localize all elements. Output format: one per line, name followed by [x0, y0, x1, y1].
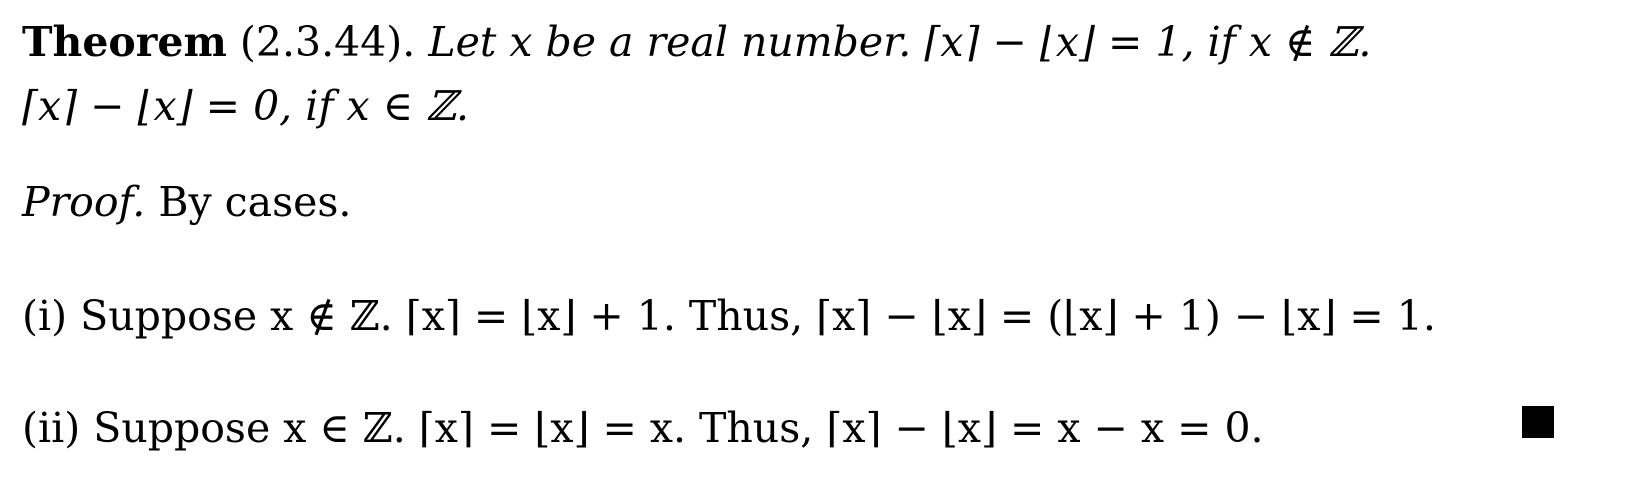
- case-label-i: (i): [22, 292, 68, 340]
- theorem-line-1: [22, 18, 1371, 66]
- qed-square-icon: [1522, 406, 1554, 438]
- theorem-label: Theorem: [22, 18, 227, 66]
- case-label-ii: (ii): [22, 404, 81, 452]
- theorem-statement-line-2: ⌈x⌉ − ⌊x⌋ = 0, if x ∈ ℤ.: [22, 82, 470, 130]
- case-text-i: Suppose x ∉ ℤ. ⌈x⌉ = ⌊x⌋ + 1. Thus, ⌈x⌉ − ⌊x⌋ = (⌊x⌋ + 1) − ⌊x⌋ = 1.: [80, 292, 1436, 340]
- theorem-statement-line-1: Let x be a real number. ⌈x⌉ − ⌊x⌋ = 1, if x ∉ ℤ.: [428, 18, 1372, 66]
- case-text-ii: Suppose x ∈ ℤ. ⌈x⌉ = ⌊x⌋ = x. Thus, ⌈x⌉ − ⌊x⌋ = x − x = 0.: [93, 404, 1264, 452]
- proof-case-i: [22, 292, 1436, 340]
- proof-intro: By cases.: [158, 178, 352, 226]
- proof-intro-line: [22, 178, 351, 226]
- theorem-number: (2.3.44).: [239, 18, 416, 66]
- proof-label: Proof.: [22, 178, 146, 226]
- proof-case-ii: [22, 404, 1264, 452]
- theorem-line-2: [22, 82, 469, 130]
